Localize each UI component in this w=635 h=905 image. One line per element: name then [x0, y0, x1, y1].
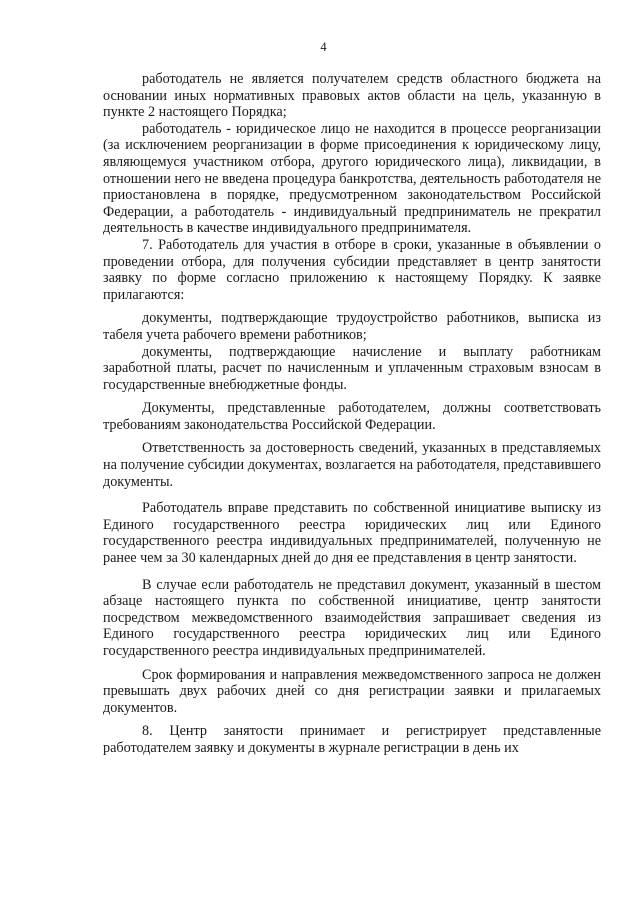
paragraph-11-item-8: 8. Центр занятости принимает и регистрирует представленные работодателем заявку и документы в журнале регистрации в день их	[103, 723, 601, 756]
paragraph-9: В случае если работодатель не представил документ, указанный в шестом абзаце настоящего пункта по собственной инициативе, центр занятости посредством межведомственного взаимодействия запрашивает сведения из Единого государственного реестра юридических лиц или Единого государственного реестра индивидуальных предпринимателей.	[103, 576, 601, 659]
page-number: 4	[320, 40, 327, 54]
paragraph-3-item-7: 7. Работодатель для участия в отборе в сроки, указанные в объявлении о проведении отбора, для получения субсидии представляет в центр занятости заявку по форме согласно приложению к настоящему Порядку. К заявке прилагаются:	[103, 236, 601, 303]
paragraph-4: документы, подтверждающие трудоустройство работников, выписка из табеля учета рабочего времени работников;	[103, 310, 601, 343]
paragraph-1: работодатель не является получателем средств областного бюджета на основании иных нормативных правовых актов области на цель, указанную в пункте 2 настоящего Порядка;	[103, 71, 601, 121]
document-body	[103, 71, 601, 757]
paragraph-5: документы, подтверждающие начисление и выплату работникам заработной платы, расчет по начисленным и уплаченным страховым взносам в государственные внебюджетные фонды.	[103, 343, 601, 393]
paragraph-10: Срок формирования и направления межведомственного запроса не должен превышать двух рабочих дней со дня регистрации заявки и прилагаемых документов.	[103, 666, 601, 716]
paragraph-7: Ответственность за достоверность сведений, указанных в представляемых на получение субсидии документах, возлагается на работодателя, представившего документы.	[103, 440, 601, 490]
paragraph-6: Документы, представленные работодателем, должны соответствовать требованиям законодательства Российской Федерации.	[103, 400, 601, 433]
paragraph-8: Работодатель вправе представить по собственной инициативе выписку из Единого государственного реестра юридических лиц или Единого государственного реестра индивидуальных предпринимателей, полученную не ранее чем за 30 календарных дней до дня ее представления в центр занятости.	[103, 500, 601, 567]
paragraph-2: работодатель - юридическое лицо не находится в процессе реорганизации (за исключением реорганизации в форме присоединения к юридическому лицу, являющемуся участником отбора, другого юридического лица), ликвидации, в отношении него не введена процедура банкротства, деятельность работодателя не приостановлена в порядке, предусмотренном законодательством Российской Федерации, а работодатель - индивидуальный предприниматель не прекратил деятельность в качестве индивидуального предпринимателя.	[103, 120, 601, 237]
